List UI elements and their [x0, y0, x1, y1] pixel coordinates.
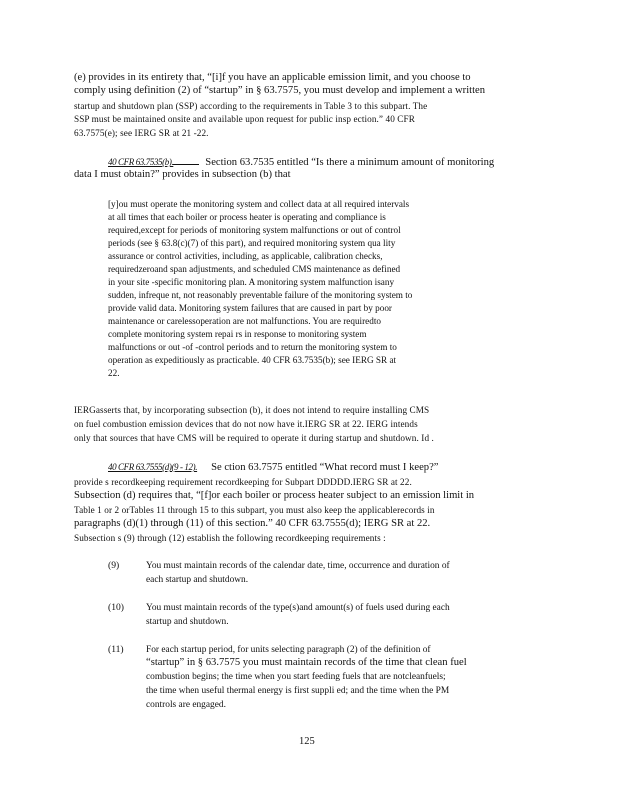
quote-line: at all times that each boiler or process heater is operating and compliance is: [108, 212, 386, 222]
page-number: 125: [299, 736, 315, 747]
item-line: the time when useful thermal energy is first suppli ed; and the time when the PM: [146, 686, 450, 696]
item-line: startup and shutdown.: [146, 617, 229, 627]
heading-line: [108, 155, 494, 169]
quote-line: assurance or control activities, including, as applicable, calibration checks,: [108, 251, 383, 261]
quote-line: complete monitoring system repai rs in response to monitoring system: [108, 329, 367, 339]
item-line: You must maintain records of the type(s)and amount(s) of fuels used during each: [146, 603, 450, 613]
heading-text: Section 63.7535 entitled “Is there a minimum amount of monitoring: [205, 157, 495, 168]
heading-line: [108, 461, 439, 474]
quote-line: in your site -specific monitoring plan. A monitoring system malfunction isany: [108, 277, 395, 287]
heading-citation: 40 CFR 63.7555(d)(9 - 12).: [108, 462, 198, 472]
item-line: “startup” in § 63.7575 you must maintain records of the time that clean fuel: [146, 657, 467, 668]
text-line: Table 1 or 2 orTables 11 through 15 to this subpart, you must also keep the applicablerecords in: [74, 505, 435, 515]
item-line: controls are engaged.: [146, 700, 226, 710]
item-line: each startup and shutdown.: [146, 575, 249, 585]
item-number: (11): [108, 644, 124, 655]
heading-citation: 40 CFR 63.7535(b).: [108, 157, 174, 167]
quote-line: [y]ou must operate the monitoring system and collect data at all required intervals: [108, 199, 410, 209]
text-line: on fuel combustion emission devices that do not now have it.IERG SR at 22. IERG intends: [74, 419, 418, 429]
quote-line: maintenance or carelessoperation are not malfunctions. You are requiredto: [108, 316, 381, 326]
item-number: (10): [108, 602, 124, 613]
text-line: provide s recordkeeping requirement recordkeeping for Subpart DDDDD.IERG SR at 22.: [74, 477, 412, 487]
text-line: only that sources that have CMS will be required to operate it during startup and shutdown. Id .: [74, 433, 434, 443]
quote-line: requiredzeroand span adjustments, and scheduled CMS maintenance as defined: [108, 264, 401, 274]
text-line: paragraphs (d)(1) through (11) of this section.” 40 CFR 63.7555(d); IERG SR at 22.: [74, 518, 431, 529]
quote-line: provide valid data. Monitoring system failures that are caused in part by poor: [108, 303, 392, 313]
quote-line: 22.: [108, 368, 120, 378]
text-line: SSP must be maintained onsite and available upon request for public insp ection.” 40 CFR: [74, 114, 415, 124]
text-line: startup and shutdown plan (SSP) according to the requirements in Table 3 to this subpart. The: [74, 101, 428, 111]
quote-line: required,except for periods of monitoring system malfunctions or out of control: [108, 225, 401, 235]
heading-line: data I must obtain?” provides in subsection (b) that: [74, 169, 291, 180]
text-line: IERGasserts that, by incorporating subsection (b), it does not intend to require installing CMS: [74, 405, 430, 415]
item-line: You must maintain records of the calendar date, time, occurrence and duration of: [146, 561, 450, 571]
text-line: (e) provides in its entirety that, “[i]f you have an applicable emission limit, and you choose to: [74, 72, 471, 83]
quote-line: periods (see § 63.8(c)(7) of this part), and required monitoring system qua lity: [108, 238, 396, 248]
text-line: Subsection (d) requires that, “[f]or each boiler or process heater subject to an emission limit in: [74, 490, 475, 501]
heading-text: Se ction 63.7575 entitled “What record must I keep?”: [211, 462, 439, 473]
quote-line: sudden, infreque nt, not reasonably preventable failure of the monitoring system to: [108, 290, 413, 300]
quote-line: malfunctions or out -of -control periods and to return the monitoring system to: [108, 342, 397, 352]
text-line: comply using definition (2) of “startup” in § 63.7575, you must develop and implement a written: [74, 85, 486, 96]
underline-rule: [173, 155, 199, 165]
item-line: For each startup period, for units selecting paragraph (2) of the definition of: [146, 645, 431, 655]
item-line: combustion begins; the time when you start feeding fuels that are notcleanfuels;: [146, 672, 446, 682]
quote-line: operation as expeditiously as practicable. 40 CFR 63.7535(b); see IERG SR at: [108, 355, 397, 365]
text-line: 63.7575(e); see IERG SR at 21 -22.: [74, 128, 209, 138]
item-number: (9): [108, 560, 120, 571]
text-line: Subsection s (9) through (12) establish the following recordkeeping requirements :: [74, 533, 386, 543]
